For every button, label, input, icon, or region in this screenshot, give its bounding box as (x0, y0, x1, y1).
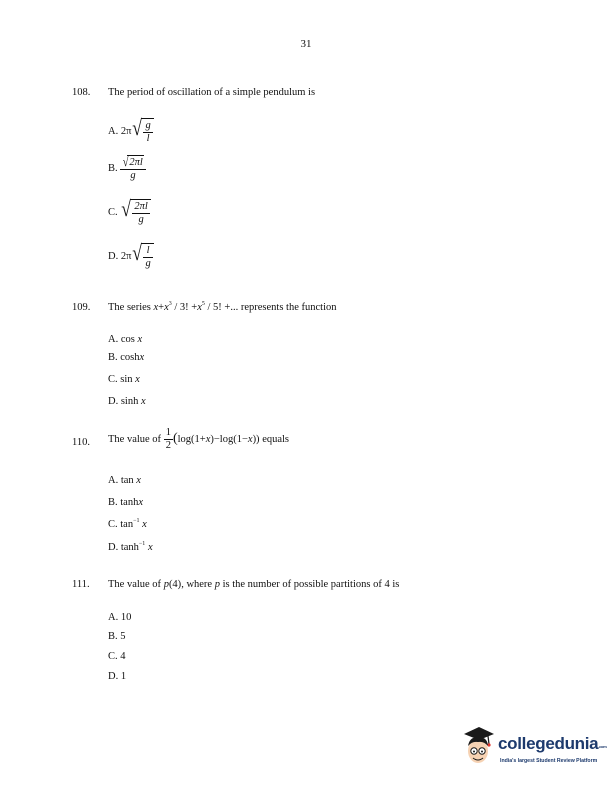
square-root: √ 2πl (122, 154, 143, 169)
option-d: D. $\tanh^{-1} x$ (108, 541, 153, 553)
option-letter: A. (108, 475, 119, 486)
question-number: 109. (72, 302, 91, 313)
student-mascot-icon (462, 722, 496, 770)
question-number: 108. (72, 87, 91, 98)
fraction: $\frac{1}{2}$ (165, 427, 171, 452)
question-number: 110. (72, 437, 90, 448)
option-letter: B. (108, 631, 118, 642)
series-expression: $x+x^3 / 3$! $+x^5 / 5$! +... (153, 301, 239, 313)
option-b: B. coshx (108, 352, 145, 363)
question-text: The value of p(4), where p is the number of possible partitions of 4 is (108, 579, 400, 590)
option-a: A. 10 (108, 612, 132, 623)
option-letter: C. (108, 519, 118, 530)
logo-name: collegedunia.com (498, 734, 607, 753)
option-c: C. sin x (108, 374, 140, 385)
page-number: 31 (300, 38, 312, 50)
option-letter: C. (108, 374, 118, 385)
square-root (131, 115, 153, 145)
radical-sign: √ (121, 196, 132, 221)
radical-sign: √ (132, 115, 143, 140)
option-letter: C. (108, 651, 118, 662)
option-c (108, 196, 151, 226)
option-letter: A. (108, 125, 119, 137)
option-letter: A. (108, 612, 119, 623)
fraction: $\frac{2\pi l}{g}$ (134, 201, 148, 226)
option-d: D. 1 (108, 671, 127, 682)
question-text: The period of oscillation of a simple pendulum is (108, 87, 316, 98)
option-letter: C. (108, 206, 118, 218)
option-a: A. cos x (108, 334, 143, 345)
option-letter: D. (108, 671, 119, 682)
option-d: D. sinh x (108, 396, 146, 407)
option-letter: B. (108, 497, 118, 508)
question-text: The value of $\frac{1}{2}$ (log(1+x)−log(1−x)) equals (108, 427, 290, 452)
logo-tagline: India's largest Student Review Platform (500, 758, 598, 764)
coefficient: 2π (120, 125, 132, 137)
log-expression: (log(1+x)−log(1−x)) (172, 430, 260, 446)
option-letter: D. (108, 396, 119, 407)
option-c: C. $\tan^{-1} x$ (108, 518, 147, 530)
option-letter: D. (108, 250, 119, 262)
option-d (108, 240, 154, 270)
option-b: B. tanhx (108, 497, 144, 508)
option-letter: B. (108, 352, 118, 363)
option-letter: D. (108, 542, 119, 553)
fraction: $\frac{g}{l}$ (145, 120, 151, 145)
option-a (108, 115, 154, 145)
question-number: 111. (72, 579, 90, 590)
coefficient: 2π (120, 250, 132, 262)
radical-sign: √ (132, 240, 143, 265)
option-c: C. 4 (108, 651, 126, 662)
question-text: The series $x+x^3 / 3$! $+x^5 / 5$! +... represents the function (108, 301, 337, 313)
fraction: √ 2πl g (120, 155, 146, 182)
option-b (108, 155, 146, 182)
square-root (120, 196, 151, 226)
option-letter: A. (108, 334, 119, 345)
option-a: A. tan x (108, 475, 141, 486)
square-root (131, 240, 153, 270)
fraction: $\frac{l}{g}$ (145, 245, 151, 270)
option-b: B. 5 (108, 631, 126, 642)
radical-sign: √ (122, 154, 129, 169)
collegedunia-logo (462, 722, 607, 770)
option-letter: B. (108, 162, 118, 174)
